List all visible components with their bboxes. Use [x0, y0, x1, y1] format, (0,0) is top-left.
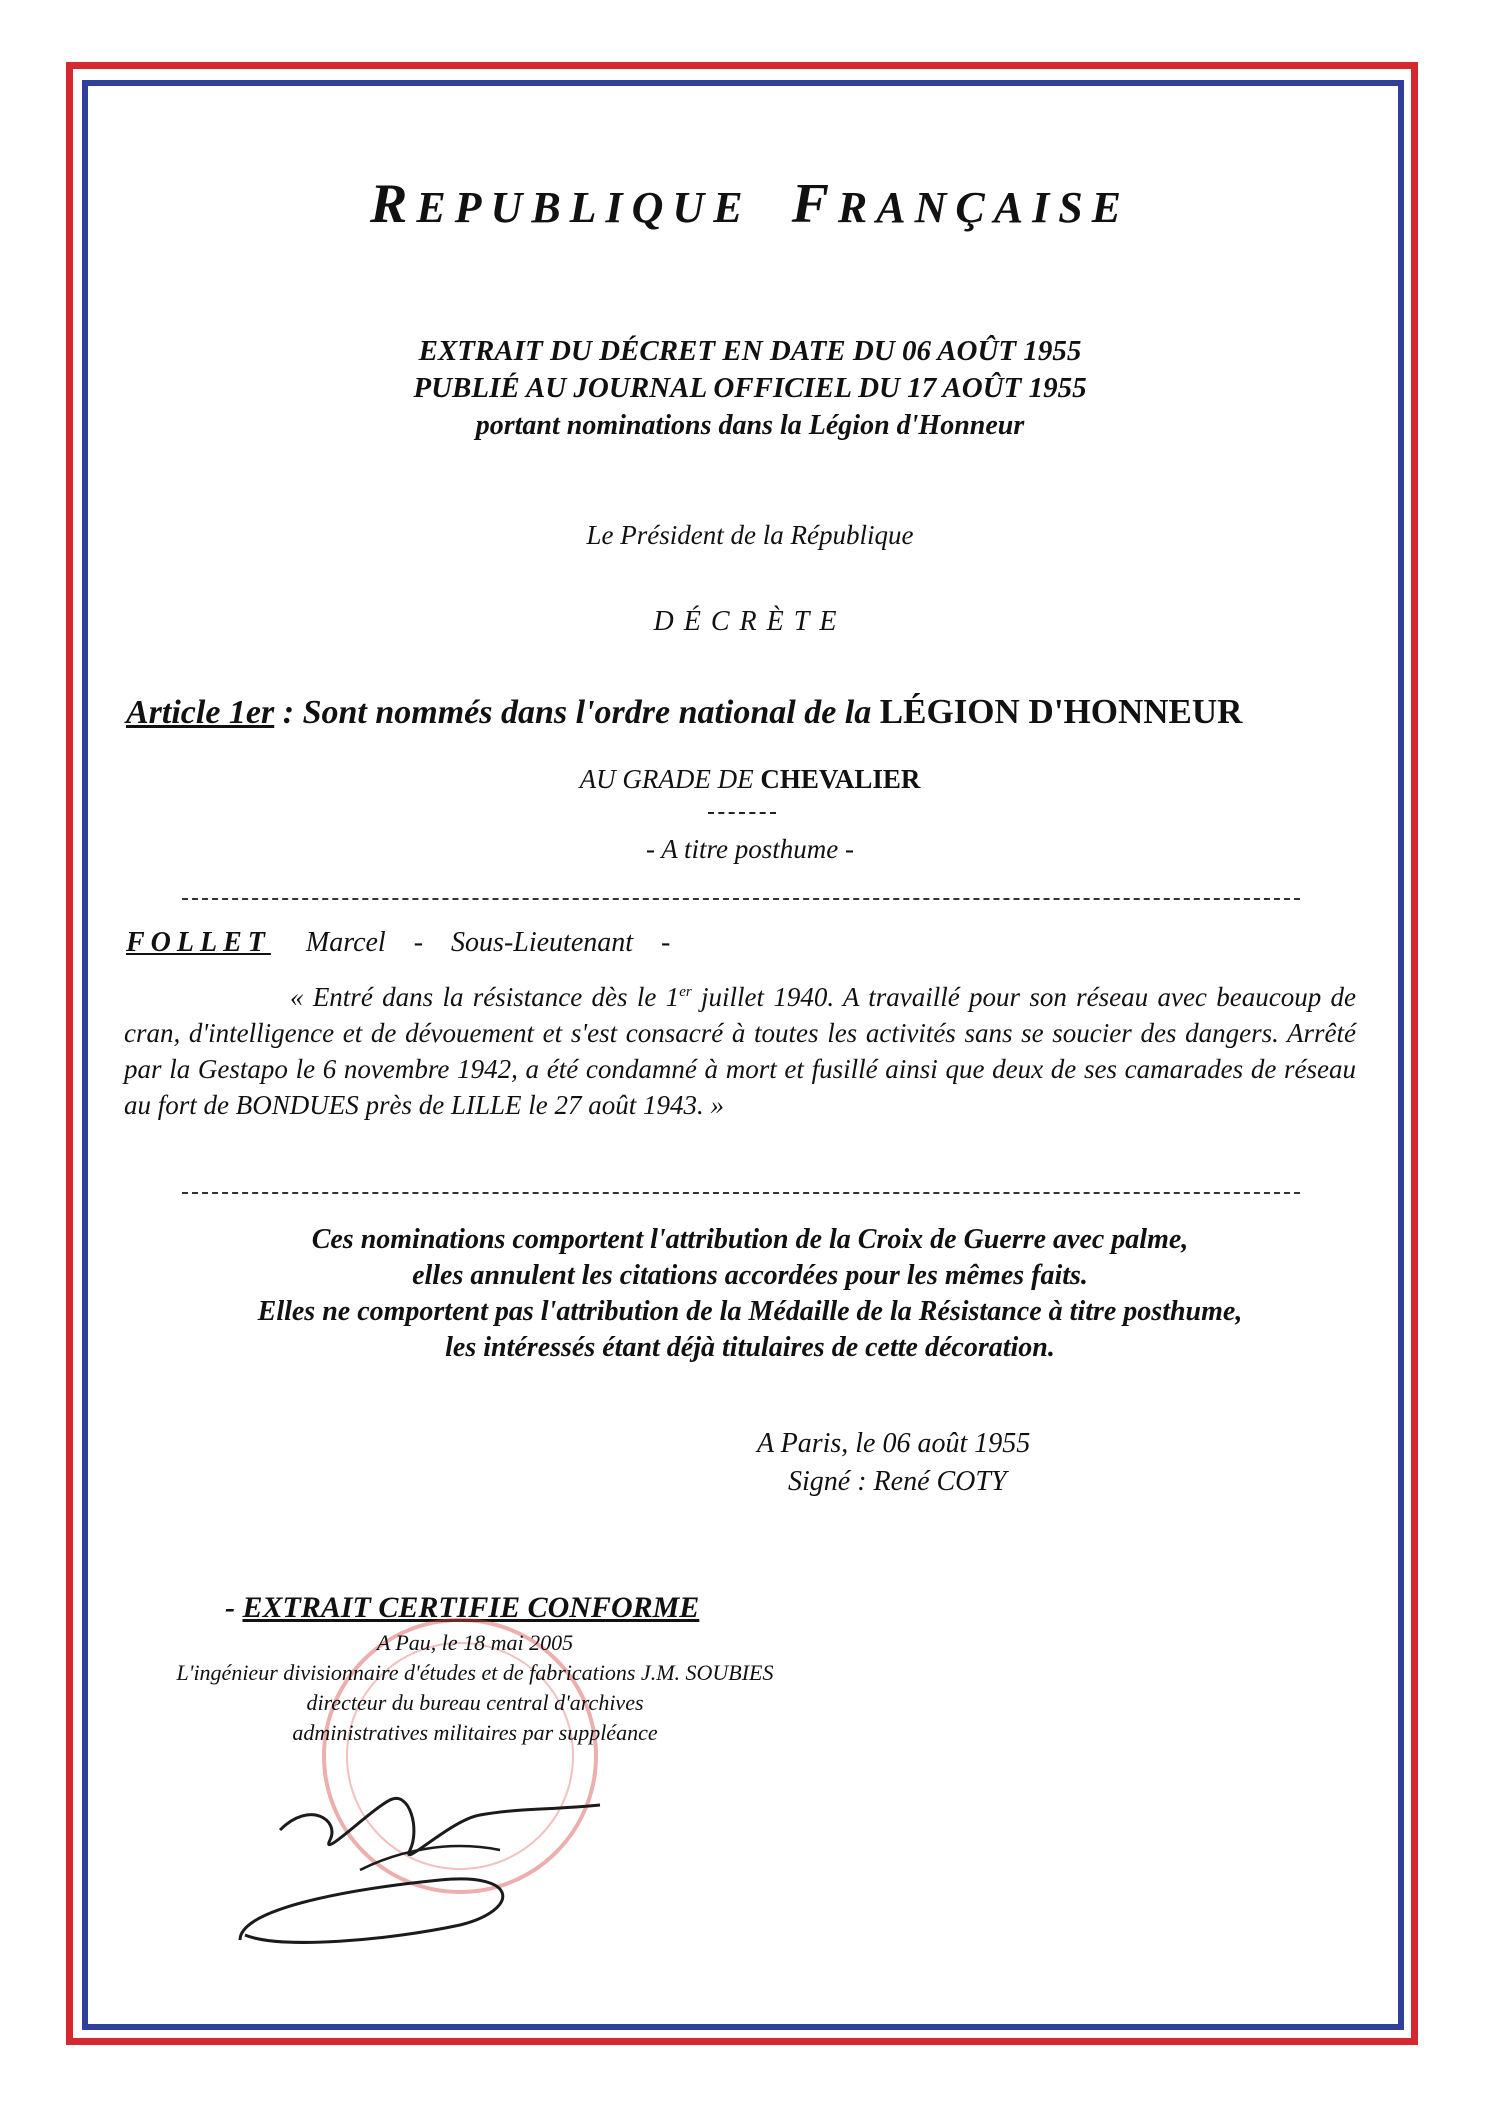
dashed-rule-bottom	[182, 1192, 1300, 1194]
document-title: REPUBLIQUE FRANÇAISE	[369, 173, 1131, 235]
decree-header-line-3: portant nominations dans la Légion d'Honneur	[475, 410, 1025, 441]
note-line-1: Ces nominations comportent l'attribution de la Croix de Guerre avec palme,	[311, 1224, 1189, 1255]
legion-honneur: LÉGION D'HONNEUR	[879, 692, 1243, 731]
posthume-line: - A titre posthume -	[646, 834, 854, 864]
certification-label: - EXTRAIT CERTIFIE CONFORME	[225, 1591, 700, 1624]
person-rank: Sous-Lieutenant	[451, 927, 634, 958]
citation-text: « Entré dans la résistance dès le 1er juillet 1940. A travaillé pour son réseau avec beaucoup de cran, d'intelligence et de dévouement et s'est consacré à toutes les activités sans se soucier des dangers. Arrêté par la Gestapo le 6 novembre 1942, a été condamné à mort et fusillé ainsi que deux de ses camarades de réseau au fort de BONDUES près de LILLE le 27 août 1943. »	[124, 982, 1357, 1120]
person-first-name: Marcel	[305, 927, 386, 958]
note-line-4: les intéressés étant déjà titulaires de cette décoration.	[445, 1332, 1055, 1363]
decree-header-line-2: PUBLIÉ AU JOURNAL OFFICIEL DU 17 AOÛT 1955	[413, 372, 1087, 404]
short-divider	[708, 812, 776, 814]
president-line: Le Président de la République	[586, 520, 914, 550]
note-line-2: elles annulent les citations accordées pour les mêmes faits.	[412, 1260, 1088, 1291]
certification-date: A Pau, le 18 mai 2005	[376, 1630, 574, 1655]
dashed-rule-top	[182, 898, 1300, 900]
article-1: Article 1er : Sont nommés dans l'ordre national de la LÉGION D'HONNEUR	[126, 692, 1243, 731]
grade-line: AU GRADE DE CHEVALIER	[579, 764, 921, 794]
note-line-3: Elles ne comportent pas l'attribution de la Médaille de la Résistance à titre posthume,	[257, 1296, 1243, 1327]
decree-header-line-1: EXTRAIT DU DÉCRET EN DATE DU 06 AOÛT 1955	[418, 335, 1082, 367]
certification-line-3: administratives militaires par suppléance	[292, 1720, 658, 1745]
handwritten-signature	[220, 1760, 620, 1960]
signed-by: Signé : René COTY	[788, 1466, 1007, 1497]
decrete-heading: DÉCRÈTE	[653, 606, 847, 637]
person-line: FOLLET Marcel - Sous-Lieutenant -	[126, 927, 671, 958]
certification-line-1: L'ingénieur divisionnaire d'études et de fabrications J.M. SOUBIES	[176, 1660, 774, 1685]
article-label: Article 1er	[126, 694, 275, 731]
person-surname: FOLLET	[126, 927, 271, 958]
place-date: A Paris, le 06 août 1955	[757, 1428, 1031, 1459]
certification-line-2: directeur du bureau central d'archives	[306, 1690, 644, 1715]
